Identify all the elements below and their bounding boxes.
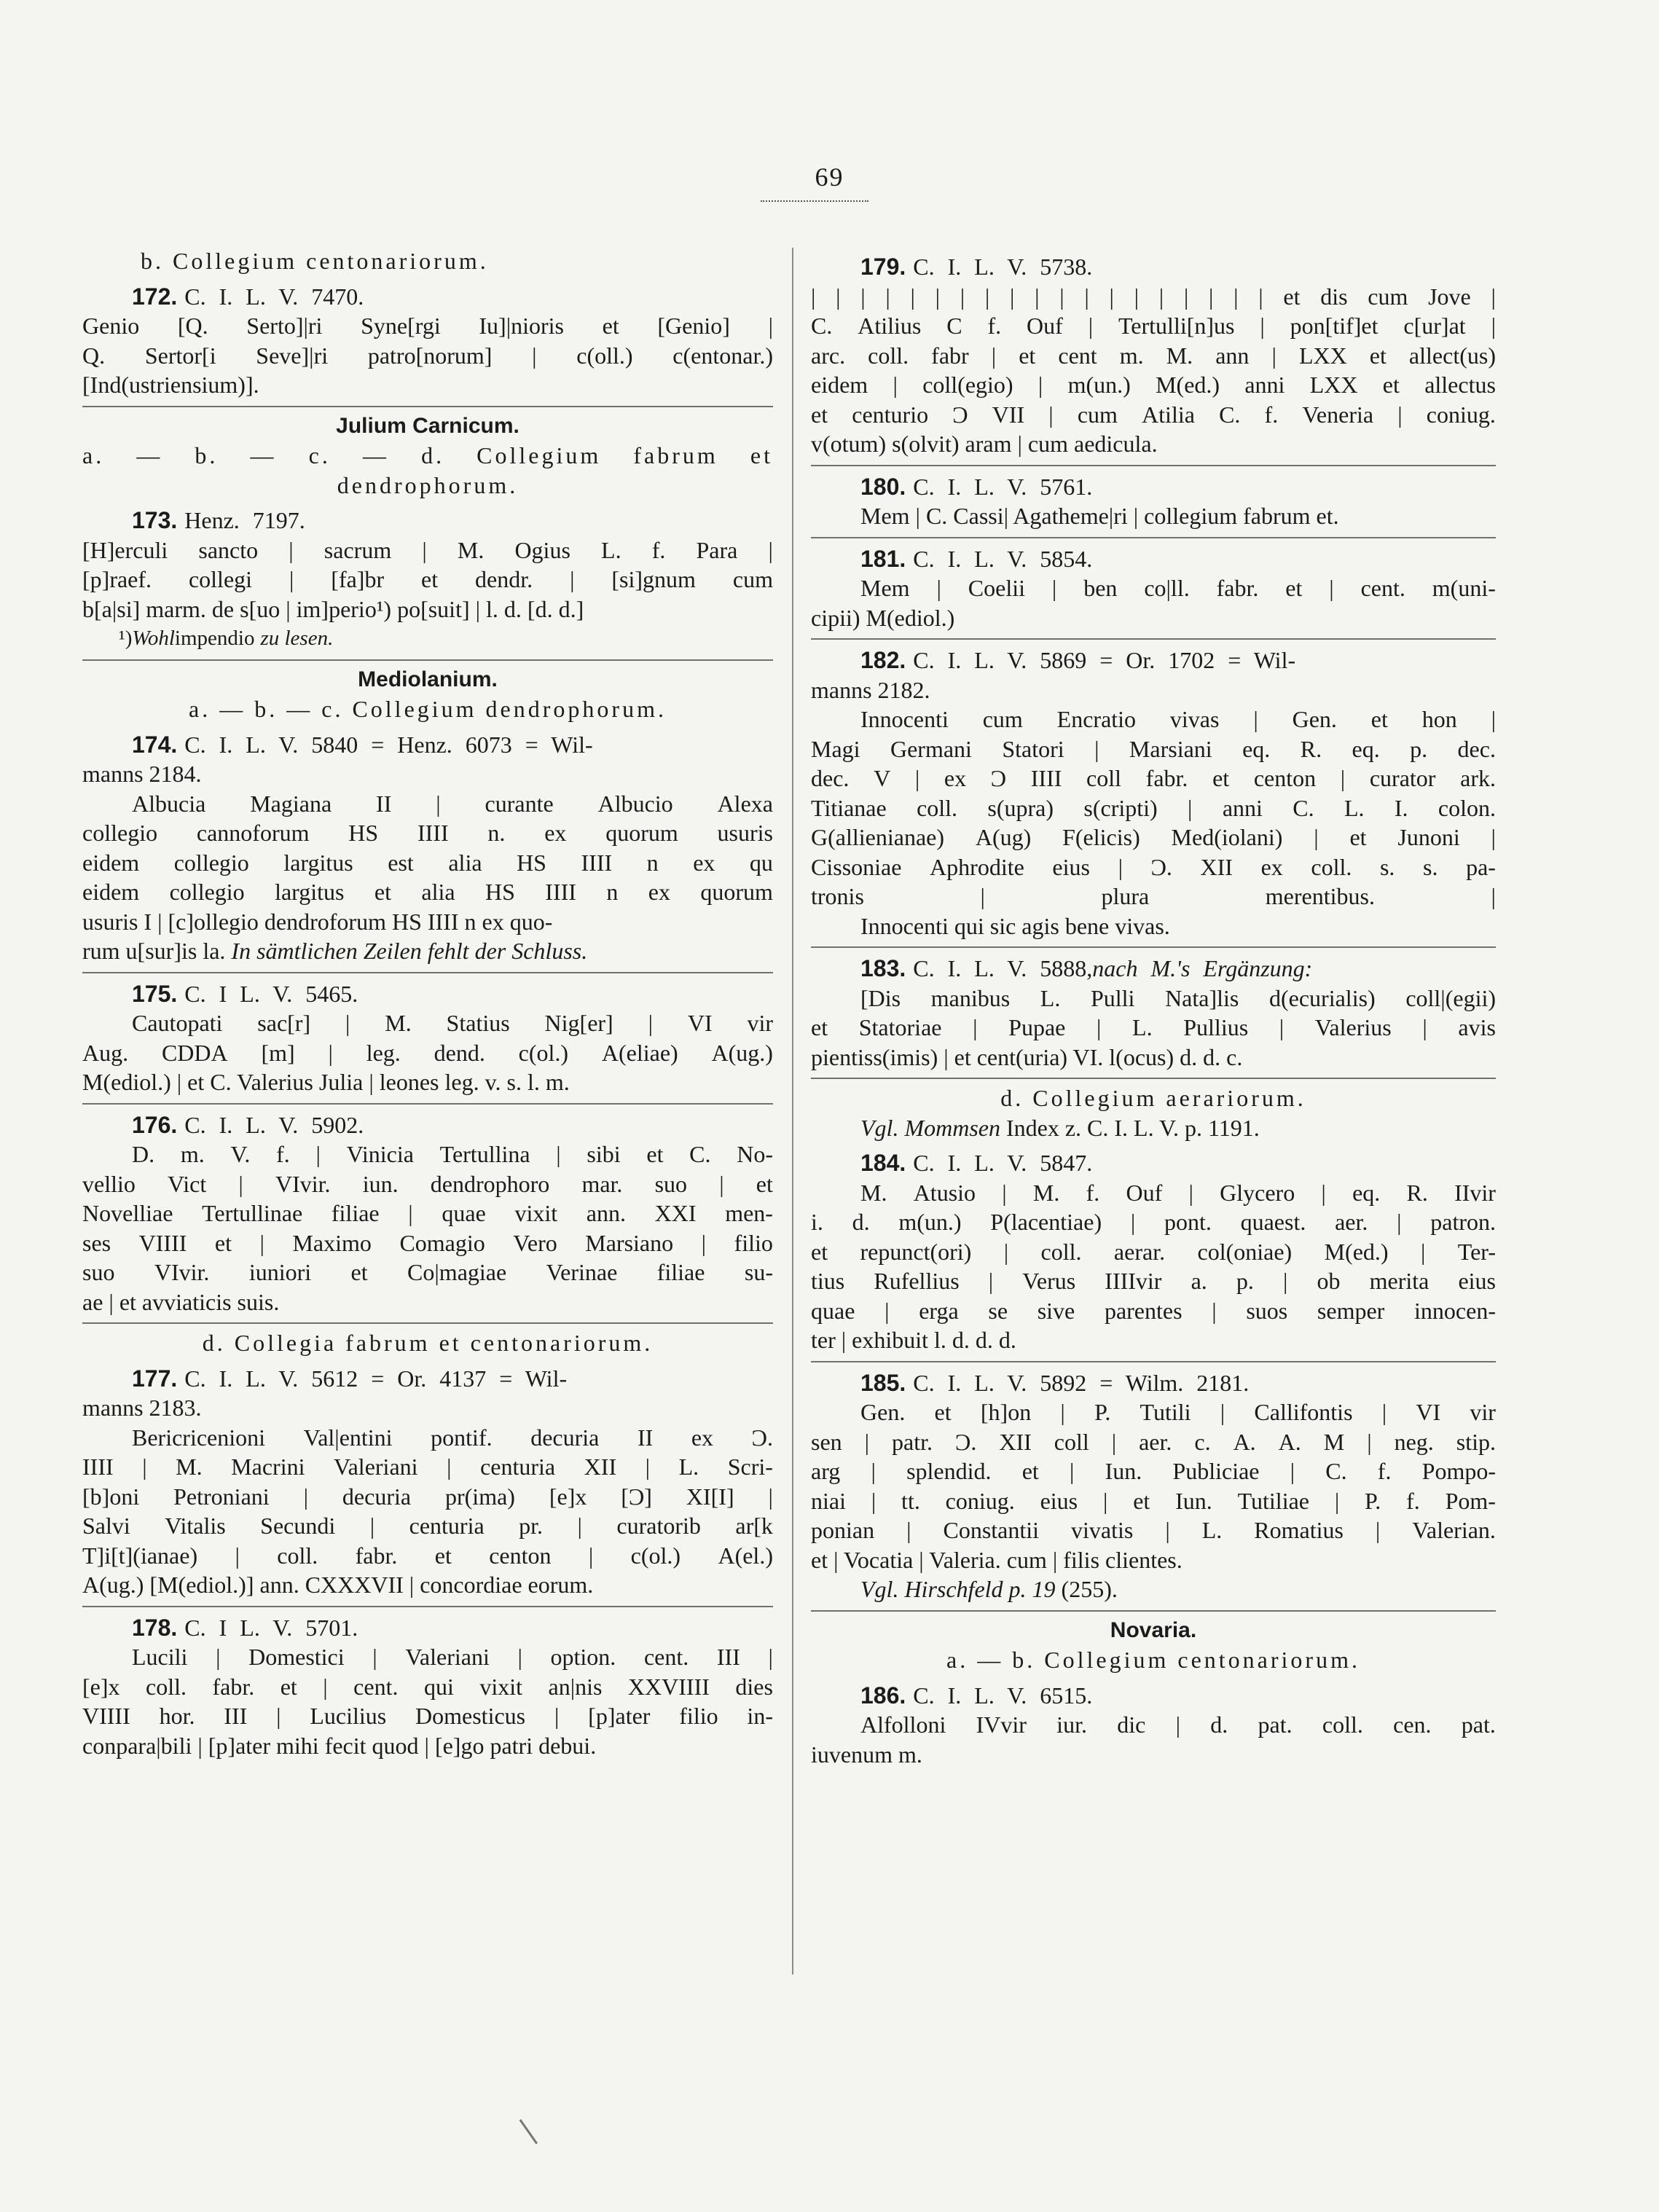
entry-header [811, 1368, 1496, 1398]
entry-reference: C. I L. V. 5465. [184, 980, 358, 1007]
reference-author: Vgl. Mommsen [860, 1114, 1000, 1141]
inscription-line: [b]oni Petroniani | decuria pr(ima) [e]x [Ͻ] XI[I] | [82, 1483, 773, 1510]
separator-rule [82, 972, 773, 973]
inscription-line: Lucili | Domestici | Valeriani | option. cent. III | [132, 1644, 773, 1670]
inscription-line: et Statoriae | Pupae | L. Pullius | Valerius | avis [811, 1014, 1496, 1040]
entry-header [82, 282, 773, 312]
inscription-line: ae | et avviaticis suis. [82, 1288, 280, 1315]
inscription-line: cipii) M(ediol.) [811, 604, 955, 631]
separator-rule [82, 1322, 773, 1324]
inscription-line: dec. V | ex Ͻ IIII coll fabr. et centon | curator ark. [811, 765, 1496, 791]
inscription-line: pientiss(imis) | et cent(uria) VI. l(ocus) d. d. c. [811, 1043, 1243, 1070]
entry-number: 175. [132, 980, 178, 1007]
inscription-line: et | Vocatia | Valeria. cum | filis clientes. [811, 1546, 1183, 1573]
reference-line [811, 1574, 1496, 1604]
section-title-line: d. Collegium aerariorum. [1000, 1085, 1306, 1111]
inscription-line: tronis | plura merentibus. | [811, 883, 1496, 909]
entry-reference: C. I. L. V. 5847. [913, 1150, 1093, 1176]
section-title-line: a. — b. — c. Collegium dendrophorum. [189, 696, 667, 722]
inscription-line: Q. Sertor[i Seve]|ri patro[norum] | c(oll.) c(entonar.) [82, 342, 773, 369]
inscription-line: suo VIvir. iuniori et Co|magiae Verinae filiae su- [82, 1259, 773, 1285]
text-line [82, 936, 773, 966]
text-fragment: rum u[sur]is la. [82, 938, 232, 964]
left-column [82, 246, 773, 1760]
entry-number: 177. [132, 1365, 178, 1392]
inscription-line: | | | | | | | | | | | | | | | | | | | et dis cum Jove | [811, 283, 1496, 310]
entry-reference: C. I. L. V. 5738. [913, 254, 1093, 280]
entry-header [82, 1613, 773, 1643]
inscription-line: niai | tt. coniug. eius | et Iun. Tutiliae | P. f. Pom- [811, 1487, 1496, 1514]
entry-reference: C. I. L. V. 5761. [913, 473, 1093, 500]
column-divider [792, 248, 793, 1974]
entry-number: 174. [132, 731, 178, 758]
inscription-line: v(otum) s(olvit) aram | cum aedicula. [811, 431, 1158, 457]
inscription-line: Magi Germani Statori | Marsiani eq. R. eq. p. dec. [811, 735, 1496, 762]
entry-number: 172. [132, 283, 178, 310]
inscription-line: et repunct(ori) | coll. aerar. col(oniae) M(ed.) | Ter- [811, 1238, 1496, 1265]
entry-header [82, 1364, 773, 1394]
inscription-line: [Ind(ustriensium)]. [82, 372, 259, 398]
entry-reference: C. I. L. V. 5869 = Or. 1702 = Wil- [913, 647, 1296, 673]
inscription-line: et centurio Ͻ VII | cum Atilia C. f. Veneria | coniug. [811, 401, 1496, 428]
inscription-line: i. d. m(un.) P(lacentiae) | pont. quaest. aer. | patron. [811, 1209, 1496, 1235]
inscription-line: Salvi Vitalis Secundi | centuria pr. | curatorib ar[k [82, 1513, 773, 1539]
entry-number: 183. [860, 955, 906, 981]
inscription-line: M. Atusio | M. f. Ouf | Glycero | eq. R. IIvir [860, 1179, 1496, 1206]
inscription-line: A(ug.) [M(ediol.)] ann. CXXXVII | concordiae eorum. [82, 1572, 594, 1598]
inscription-line: Bericricenioni Val|entini pontif. decuria II ex Ͻ. [132, 1424, 773, 1451]
inscription-line: [e]x coll. fabr. et | cent. qui vixit an|nis XXVIIII dies [82, 1673, 773, 1700]
inscription-line: eidem collegio largitus est alia HS IIII n ex qu [82, 849, 773, 876]
entry-reference: C. I. L. V. 5902. [184, 1111, 364, 1138]
separator-rule [811, 1078, 1496, 1079]
inscription-line: Cissoniae Aphrodite eius | Ͻ. XII ex coll. s. s. pa- [811, 853, 1496, 880]
section-title-line: a. — b. — c. — d. Collegium fabrum et [82, 442, 773, 468]
separator-rule [811, 537, 1496, 538]
inscription-line: collegio cannoforum HS IIII n. ex quorum usuris [82, 820, 773, 846]
entry-number: 182. [860, 647, 906, 673]
inscription-line: ponian | Constantii vivatis | L. Romatius | Valerian. [811, 1517, 1496, 1543]
right-column [811, 246, 1496, 1769]
reference-detail: (255). [1055, 1576, 1118, 1602]
entry-header [811, 954, 1496, 984]
section-title-line: a. — b. Collegium centonariorum. [946, 1647, 1360, 1673]
section-heading: Julium Carnicum. [336, 413, 519, 438]
entry-reference: C. I. L. V. 5892 = Wilm. 2181. [913, 1369, 1250, 1396]
inscription-line: eidem | coll(egio) | m(un.) M(ed.) anni LXX et allectus [811, 372, 1496, 398]
inscription-line: VIIII hor. III | Lucilius Domesticus | [p]ater filio in- [82, 1703, 773, 1729]
inscription-line: Albucia Magiana II | curante Albucio Alexa [132, 790, 773, 817]
inscription-line: T]i[t](ianae) | coll. fabr. et centon | c(ol.) A(el.) [82, 1542, 773, 1569]
inscription-line: Titianae coll. s(upra) s(cripti) | anni C. L. I. colon. [811, 794, 1496, 821]
inscription-line: G(allienianae) A(ug) F(elicis) Med(iolani) | et Junoni | [811, 824, 1496, 850]
inscription-line: tius Rufellius | Verus IIIIvir a. p. | ob merita eius [811, 1268, 1496, 1294]
section-heading: Mediolanium. [358, 667, 498, 691]
inscription-line: usuris I | [c]ollegio dendroforum HS IIII n ex quo- [82, 908, 553, 935]
separator-rule [811, 946, 1496, 948]
entry-number: 178. [132, 1614, 178, 1641]
separator-rule [82, 406, 773, 407]
entry-header [811, 544, 1496, 574]
section-title: b. Collegium centonariorum. [141, 248, 489, 274]
entry-reference: C. I. L. V. 6515. [913, 1682, 1093, 1709]
inscription-line: Innocenti cum Encratio vivas | Gen. et hon | [860, 706, 1496, 732]
inscription-line: Mem | Coelii | ben co|ll. fabr. et | cent. m(uni- [860, 575, 1496, 601]
inscription-line: [Dis manibus L. Pulli Nata]lis d(ecurialis) coll|(egii) [860, 984, 1496, 1011]
entry-reference: C. I. L. V. 5888, [913, 955, 1093, 981]
inscription-line: Genio [Q. Serto]|ri Syne[rgi Iu]|nioris et [Genio] | [82, 313, 773, 339]
entry-reference: C. I. L. V. 5854. [913, 545, 1093, 572]
entry-number: 185. [860, 1369, 906, 1396]
inscription-line: [p]raef. collegi | [fa]br et dendr. | [si]gnum cum [82, 566, 773, 592]
entry-number: 173. [132, 507, 178, 533]
inscription-line: conpara|bili | [p]ater mihi fecit quod | [e]go patri debui. [82, 1732, 597, 1759]
inscription-line: IIII | M. Macrini Valeriani | centuria XII | L. Scri- [82, 1454, 773, 1480]
footnote-text: Wohl [132, 627, 175, 650]
entry-number: 184. [860, 1150, 906, 1176]
separator-rule [811, 465, 1496, 466]
entry-header [82, 730, 773, 760]
editorial-note: In sämtlichen Zeilen fehlt der Schluss. [231, 938, 588, 964]
separator-rule [811, 638, 1496, 640]
section-title-line: d. Collegia fabrum et centonariorum. [202, 1330, 654, 1356]
inscription-line: Mem | C. Cassi| Agatheme|ri | collegium fabrum et. [860, 503, 1339, 529]
inscription-line: Innocenti qui sic agis bene vivas. [860, 912, 1170, 939]
page-number: 69 [815, 162, 844, 192]
reference-author: Vgl. Hirschfeld p. 19 [860, 1576, 1056, 1602]
entry-reference: C. I. L. V. 5612 = Or. 4137 = Wil- [184, 1365, 568, 1392]
section-heading: Novaria. [1110, 1617, 1197, 1642]
entry-number: 176. [132, 1111, 178, 1138]
entry-number: 186. [860, 1682, 906, 1709]
entry-reference-note: nach M.'s Ergänzung: [1092, 955, 1313, 981]
entry-number: 180. [860, 473, 906, 500]
reference-line [811, 1113, 1496, 1143]
inscription-line: ses VIIII et | Maximo Comagio Vero Marsiano | filio [82, 1229, 773, 1256]
inscription-line: Aug. CDDA [m] | leg. dend. c(ol.) A(eliae) A(ug.) [82, 1039, 773, 1066]
page-number-underline [761, 200, 868, 202]
inscription-line: ter | exhibuit l. d. d. d. [811, 1327, 1016, 1353]
inscription-line: manns 2182. [811, 676, 930, 703]
entry-header [811, 472, 1496, 502]
inscription-line: D. m. V. f. | Vinicia Tertullina | sibi et C. No- [132, 1141, 773, 1167]
entry-header [811, 1681, 1496, 1711]
entry-header [82, 979, 773, 1009]
inscription-line: Cautopati sac[r] | M. Statius Nig[er] | VI vir [132, 1010, 773, 1036]
inscription-line: [H]erculi sancto | sacrum | M. Ogius L. f. Para | [82, 536, 773, 563]
entry-reference: C. I. L. V. 5840 = Henz. 6073 = Wil- [184, 731, 593, 758]
separator-rule [82, 659, 773, 661]
separator-rule [82, 1606, 773, 1607]
inscription-line: vellio Vict | VIvir. iun. dendrophoro mar. suo | et [82, 1170, 773, 1197]
footnote-text: zu lesen. [260, 627, 334, 650]
separator-rule [82, 1103, 773, 1105]
entry-header [811, 1148, 1496, 1178]
inscription-line: iuvenum m. [811, 1741, 922, 1768]
inscription-line: Gen. et [h]on | P. Tutili | Callifontis | VI vir [860, 1399, 1496, 1425]
footnote-text: impendio [174, 627, 255, 650]
inscription-line: manns 2183. [82, 1395, 202, 1421]
inscription-line: manns 2184. [82, 761, 202, 787]
separator-rule [811, 1361, 1496, 1362]
inscription-line: C. Atilius C f. Ouf | Tertulli[n]us | pon[tif]et c[ur]at | [811, 313, 1496, 339]
entry-header [82, 1110, 773, 1140]
entry-reference: Henz. 7197. [184, 507, 305, 533]
entry-reference: C. I. L. V. 7470. [184, 283, 364, 310]
inscription-line: sen | patr. Ͻ. XII coll | aer. c. A. A. M | neg. stip. [811, 1428, 1496, 1455]
section-title-line: dendrophorum. [337, 471, 519, 498]
entry-number: 181. [860, 545, 906, 572]
entry-header [811, 646, 1496, 675]
entry-number: 179. [860, 254, 906, 280]
inscription-line: quae | erga se sive parentes | suos semper innocen- [811, 1297, 1496, 1324]
inscription-line: eidem collegio largitus et alia HS IIII n ex quorum [82, 879, 773, 905]
footnote-mark: ¹) [119, 627, 133, 650]
inscription-line: M(ediol.) | et C. Valerius Julia | leones leg. v. s. l. m. [82, 1069, 570, 1095]
entry-header [811, 252, 1496, 282]
footnote [82, 624, 773, 654]
entry-reference: C. I L. V. 5701. [184, 1614, 358, 1641]
inscription-line: arc. coll. fabr | et cent m. M. ann | LXX et allect(us) [811, 342, 1496, 369]
reference-detail: Index z. C. I. L. V. p. 1191. [1000, 1114, 1260, 1141]
entry-header [82, 506, 773, 536]
inscription-line: b[a|si] marm. de s[uo | im]perio¹) po[suit] | l. d. [d. d.] [82, 595, 584, 622]
separator-rule [811, 1610, 1496, 1612]
inscription-line: Novelliae Tertullinae filiae | quae vixit ann. XXI men- [82, 1200, 773, 1226]
print-mark [519, 2111, 550, 2144]
inscription-line: Alfolloni IVvir iur. dic | d. pat. coll. cen. pat. [860, 1711, 1496, 1738]
inscription-line: arg | splendid. et | Iun. Publiciae | C. f. Pompo- [811, 1458, 1496, 1484]
